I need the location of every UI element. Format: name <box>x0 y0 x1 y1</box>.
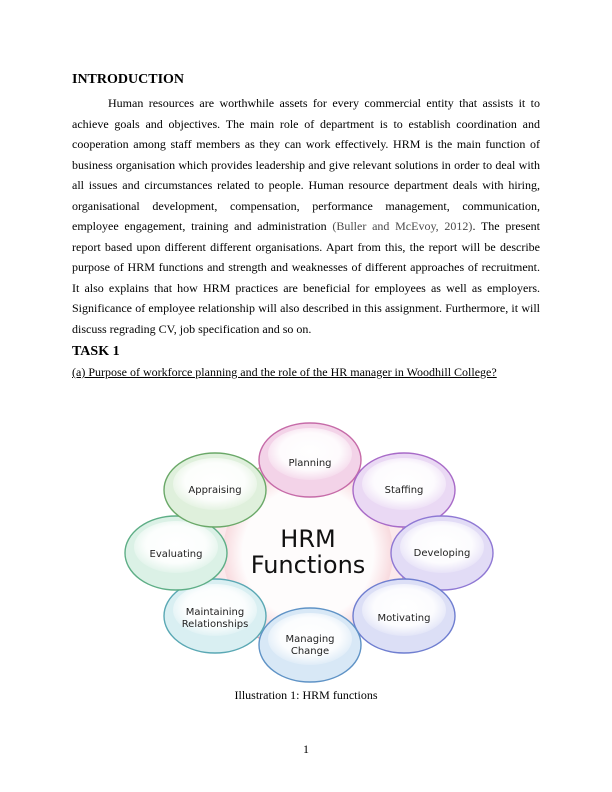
page-number: 1 <box>303 742 309 756</box>
figure-caption: Illustration 1: HRM functions <box>234 688 378 702</box>
maintaining-label-1: Maintaining <box>185 607 245 618</box>
planning-node <box>259 423 361 497</box>
center-title-line-1: HRM <box>280 525 336 553</box>
introduction-heading: INTRODUCTION <box>72 72 185 87</box>
motivating-node <box>353 579 455 653</box>
center-title-line-2: Functions <box>250 551 366 579</box>
task-heading: TASK 1 <box>72 344 120 359</box>
managing-change-label-1: Managing <box>285 634 335 645</box>
introduction-text-part-2: . The present report based upon different different organisations. Apart from this, the report will be describe purpose of HRM functions and strength and weaknesses of different approaches of recruitment. It also explains that how HRM practices are beneficial for employees as well as employers. Significance of employee relationship will also described in this assignment. Furthermore, it will discuss regrading CV, job specification and so on. <box>72 219 541 336</box>
evaluating-label: Evaluating <box>149 549 203 560</box>
motivating-label: Motivating <box>377 613 431 624</box>
staffing-label: Staffing <box>384 485 424 496</box>
introduction-paragraph <box>72 93 540 339</box>
hrm-functions-diagram <box>118 420 498 685</box>
developing-label: Developing <box>413 548 471 559</box>
appraising-node <box>164 453 266 527</box>
introduction-text-part-1: Human resources are worthwhile assets for every commercial entity that assists it to achieve goals and objectives. The main role of department is to establish coordination and cooperation among staff members as they can work effectively. HRM is the main function of business organisation which provides leadership and give relevant solutions in order to deal with all issues and circumstances related to people. Human resource department deals with hiring, organisational development, compensation, performance management, communication, employee engagement, training and administration <box>72 96 540 233</box>
maintaining-label-2: Relationships <box>181 619 249 630</box>
citation: (Buller and McEvoy, 2012) <box>332 219 473 233</box>
appraising-label: Appraising <box>188 485 242 496</box>
planning-label: Planning <box>288 458 332 469</box>
managing-change-node <box>259 608 361 682</box>
managing-change-label-2: Change <box>290 646 330 657</box>
task-question: (a) Purpose of workforce planning and the role of the HR manager in Woodhill College? <box>72 365 497 379</box>
